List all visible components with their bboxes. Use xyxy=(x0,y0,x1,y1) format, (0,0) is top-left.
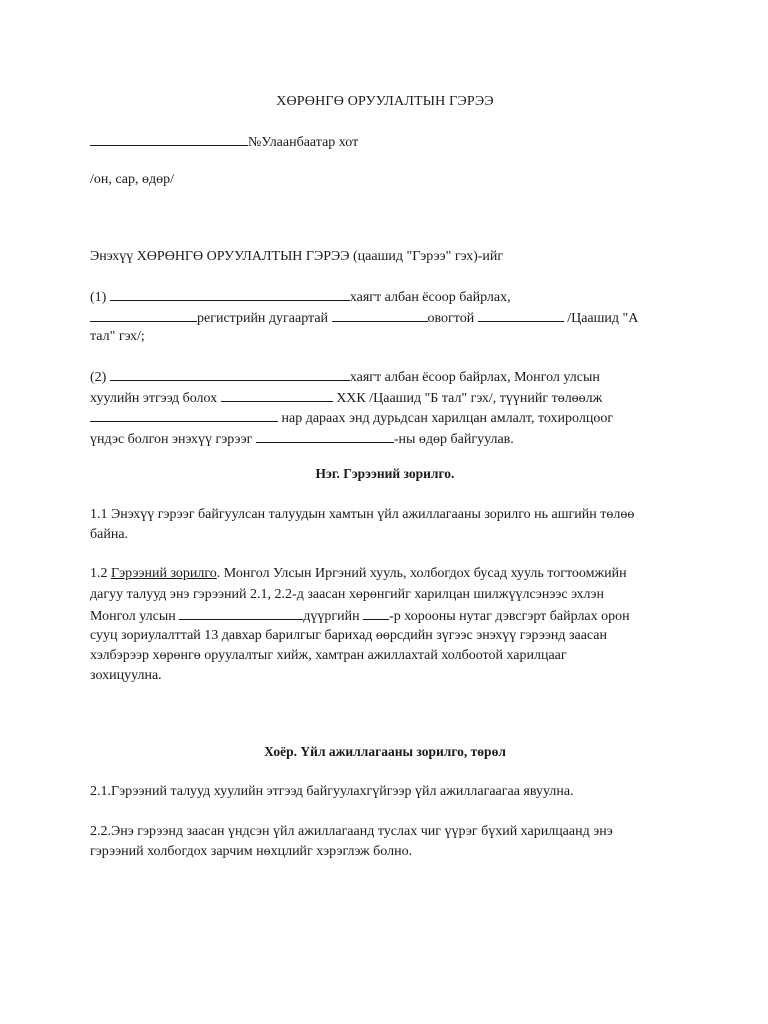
party2-address-text: хаягт албан ёсоор байрлах, Монгол улсын xyxy=(349,370,600,385)
blank-field xyxy=(363,605,389,620)
party1-line3: тал" гэх/; xyxy=(90,329,145,344)
blank-field xyxy=(110,366,350,381)
location-text: №Улаанбаатар хот xyxy=(248,135,359,150)
clause-1-2-line5: хэлбэрээр хөрөнгө оруулалтыг хийж, хамтран ажиллахтай холбоотой харилцааг xyxy=(90,648,567,663)
clause-text: . Монгол Улсын Иргэний хууль, холбогдох бусад хууль тогтоомжийн xyxy=(216,566,627,581)
blank-field xyxy=(256,428,394,443)
blank-field xyxy=(332,307,428,322)
blank-field xyxy=(110,286,350,301)
clause-1-2-line1 xyxy=(90,564,627,584)
clause-1-1-line1: 1.1 Энэхүү гэрээг байгуулсан талуудын хамтын үйл ажиллагааны зорилго нь ашгийн төлөө xyxy=(90,507,635,522)
contract-purpose-link[interactable]: Гэрээний зорилго xyxy=(111,566,217,581)
party2-line3 xyxy=(90,407,613,429)
blank-field xyxy=(221,387,333,402)
party1-alias-text: /Цаашид "А xyxy=(567,311,639,326)
district-text: дүүргийн xyxy=(303,609,360,624)
party2-entity-text: хуулийн этгээд болох xyxy=(90,391,218,406)
clause-1-2-line3 xyxy=(90,605,630,627)
blank-field xyxy=(179,605,303,620)
clause-2-1: 2.1.Гэрээний талууд хуулийн этгээд байгуулахгүйгээр үйл ажиллагаагаа явуулна. xyxy=(90,784,574,799)
blank-field xyxy=(478,307,564,322)
party1-line1 xyxy=(90,286,511,308)
party2-line1 xyxy=(90,366,600,388)
party2-commitment-text: нар дараах энд дурьдсан харилцан амлалт, тохиролцоог xyxy=(281,411,614,426)
clause-number: 1.2 xyxy=(90,566,108,581)
clause-1-1-line2: байна. xyxy=(90,527,129,542)
blank-field xyxy=(90,407,278,422)
clause-2-2-line2: гэрээний холбогдох зарчим нөхцлийг хэрэглэж болно. xyxy=(90,844,413,859)
document-title: ХӨРӨНГӨ ОРУУЛАЛТЫН ГЭРЭЭ xyxy=(276,94,494,109)
party1-address-text: хаягт албан ёсоор байрлах, xyxy=(349,290,511,305)
party2-basis-text: үндэс болгон энэхүү гэрээг xyxy=(90,432,253,447)
date-hint: /он, сар, өдөр/ xyxy=(90,172,174,187)
party1-line2 xyxy=(90,307,638,329)
intro-text: Энэхүү ХӨРӨНГӨ ОРУУЛАЛТЫН ГЭРЭЭ (цаашид "Гэрээ" гэх)-ийг xyxy=(90,249,504,264)
clause-2-2-line1: 2.2.Энэ гэрээнд заасан үндсэн үйл ажиллагаанд туслах чиг үүрэг бүхий харилцаанд энэ xyxy=(90,824,613,839)
party1-register-text: регистрийн дугаартай xyxy=(197,311,329,326)
section2-heading: Хоёр. Үйл ажиллагааны зорилго, төрөл xyxy=(264,744,506,759)
party2-line4 xyxy=(90,428,514,450)
clause-1-2-line6: зохицуулна. xyxy=(90,668,162,683)
party2-line2 xyxy=(90,387,602,409)
clause-1-2-line4: сууц зориулалттай 13 давхар барилгыг барихад өөрсдийн зүгээс энэхүү гэрээнд заасан xyxy=(90,628,607,643)
party2-date-text: -ны өдөр байгуулав. xyxy=(393,432,514,447)
location-line xyxy=(90,131,358,153)
party2-number: (2) xyxy=(90,370,107,385)
khoroo-text: -р хорооны нутаг дэвсгэрт байрлах орон xyxy=(389,609,630,624)
blank-field xyxy=(90,131,248,146)
clause-text: Монгол улсын xyxy=(90,609,176,624)
party1-surname-text: овогтой xyxy=(427,311,475,326)
party1-number: (1) xyxy=(90,290,107,305)
blank-field xyxy=(90,307,197,322)
section1-heading: Нэг. Гэрээний зорилго. xyxy=(315,466,455,481)
party2-llc-text: ХХК /Цаашид "Б тал" гэх/, түүнийг төлөөлж xyxy=(336,391,603,406)
clause-1-2-line2: дагуу талууд энэ гэрээний 2.1, 2.2-д заасан хөрөнгийг харилцан шилжүүлсэнээс эхлэн xyxy=(90,587,605,602)
